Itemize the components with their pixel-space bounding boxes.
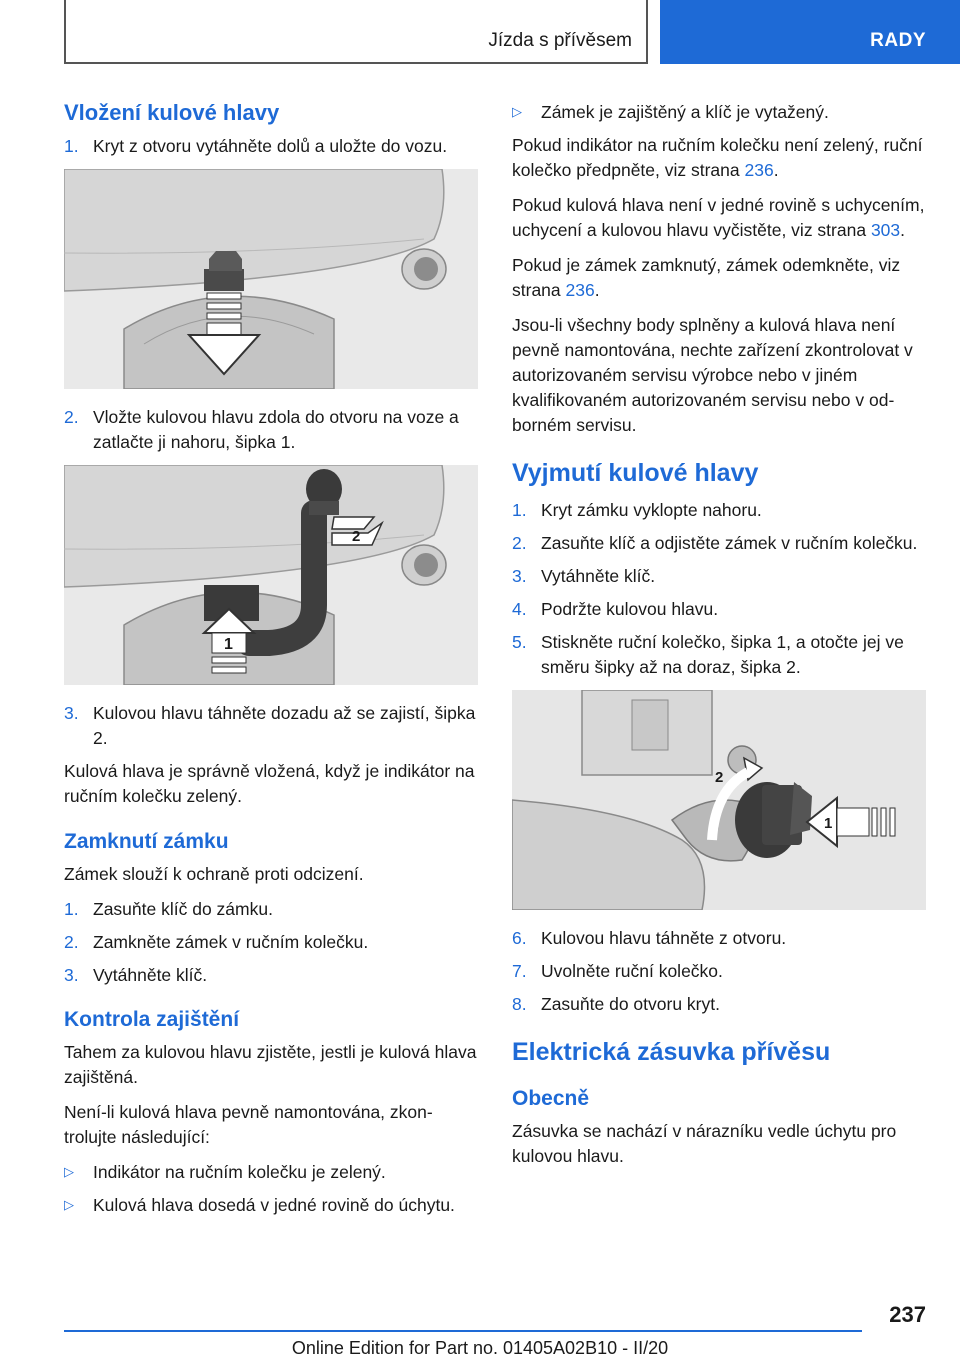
arrow-label-2: 2	[715, 769, 724, 787]
illustration-cover-removal-svg	[64, 169, 478, 389]
triangle-bullet-icon: ▷	[64, 1196, 74, 1212]
section-label: RADY	[870, 30, 926, 51]
paragraph-check-2: Není-li kulová hlava pevně namontována, zkontrolujte následující:	[64, 1101, 433, 1147]
list-item: 4. Podržte kulovou hlavu.	[512, 599, 719, 620]
paragraph-clean: Pokud kulová hlava není v jedné rovině s uchycením, uchycení a kulovou hlavu vyčistěte, viz strana 303.	[512, 195, 925, 241]
heading-check: Kontrola zajištění	[64, 1007, 240, 1031]
triangle-bullet-icon: ▷	[512, 104, 522, 119]
paragraph-unlock: Pokud je zámek zamknutý, zámek odemkněte, viz strana 236.	[512, 255, 901, 301]
illustration-cover-removal	[64, 169, 478, 389]
page-link[interactable]: 236	[744, 160, 774, 181]
list-item: ▷ Zámek je zajištěný a klíč je vytažený.	[512, 100, 926, 125]
list-item: 5. Stiskněte ruční kolečko, šipka 1, a otočte jej ve směru šipky až na doraz, šipka 2.	[512, 632, 904, 678]
paragraph-correct-insert: Kulová hlava je správně vložená, když je indikátor na ručním kolečku zelený.	[64, 761, 475, 807]
paragraph-indicator: Pokud indikátor na ručním kolečku není zelený, ruční kolečko předpněte, viz strana 236.	[512, 135, 923, 181]
paragraph-socket-location: Zásuvka se nachází v nárazníku vedle úchytu pro kulovou hlavu.	[512, 1121, 897, 1167]
page-link[interactable]: 303	[870, 220, 901, 241]
footer-edition: Online Edition for Part no. 01405A02B10 - II/20	[291, 1338, 669, 1358]
triangle-bullet-icon: ▷	[64, 1163, 74, 1179]
list-item: 3. Vytáhněte klíč.	[64, 964, 208, 985]
illustration-hand-wheel	[512, 690, 926, 910]
list-item: 1. Kryt z otvoru vytáhněte dolů a uložte do vozu.	[64, 136, 448, 157]
paragraph-lock-intro: Zámek slouží k ochraně proti odcizení.	[64, 863, 364, 884]
footer-divider	[64, 1330, 862, 1332]
list-item: 2. Vložte kulovou hlavu zdola do otvoru na voze a zatlačte ji nahoru, šipka 1.	[64, 407, 459, 453]
list-item: 2. Zamkněte zámek v ručním kolečku.	[64, 931, 369, 952]
heading-insert-ball-head: Vložení kulové hlavy	[64, 100, 280, 125]
list-item: 1. Zasuňte klíč do zámku.	[64, 898, 273, 919]
list-item: 7. Uvolněte ruční kolečko.	[512, 961, 723, 982]
list-item: 8. Zasuňte do otvoru kryt.	[512, 994, 720, 1015]
page-link[interactable]: 236	[565, 280, 595, 301]
list-item: ▷ Indikátor na ručním kolečku je zelený.	[64, 1160, 478, 1185]
header-section-tab	[660, 0, 960, 64]
heading-lock: Zamknutí zámku	[64, 829, 229, 853]
heading-general: Obecně	[512, 1087, 590, 1111]
right-column	[512, 100, 926, 1179]
list-item: ▷ Kulová hlava dosedá v jedné rovině do úchytu.	[64, 1193, 478, 1218]
arrow-label-1: 1	[224, 636, 233, 654]
heading-remove-ball-head: Vyjmutí kulové hlavy	[512, 459, 759, 488]
paragraph-check-1: Tahem za kulovou hlavu zjistěte, jestli je kulová hlava zajištěná.	[64, 1041, 477, 1087]
list-item: 2. Zasuňte klíč a odjistěte zámek v ručním kolečku.	[512, 533, 918, 554]
illustration-insert-ball-head-svg	[64, 465, 478, 685]
paragraph-service: Jsou-li všechny body splněny a kulová hlava není pevně namontována, nechte zařízení zkontrolovat v autorizovaném servisu výrobce nebo v jiném kvalifikovaném autorizovaném servisu nebo v odborném servisu.	[512, 315, 913, 436]
illustration-insert-ball-head	[64, 465, 478, 685]
page-number: 237	[889, 1302, 926, 1327]
list-item: 6. Kulovou hlavu táhněte z otvoru.	[512, 928, 787, 949]
header-left-box	[64, 0, 648, 64]
list-item: 3. Kulovou hlavu táhněte dozadu až se zajistí, šipka 2.	[64, 703, 476, 749]
list-item: 1. Kryt zámku vyklopte nahoru.	[512, 500, 762, 521]
arrow-label-2: 2	[352, 528, 361, 546]
chapter-title: Jízda s přívěsem	[488, 30, 632, 51]
arrow-label-1: 1	[824, 815, 833, 833]
left-column	[64, 100, 478, 1226]
heading-trailer-socket: Elektrická zásuvka přívěsu	[512, 1038, 831, 1067]
list-item: 3. Vytáhněte klíč.	[512, 566, 656, 587]
illustration-hand-wheel-svg	[512, 690, 926, 910]
